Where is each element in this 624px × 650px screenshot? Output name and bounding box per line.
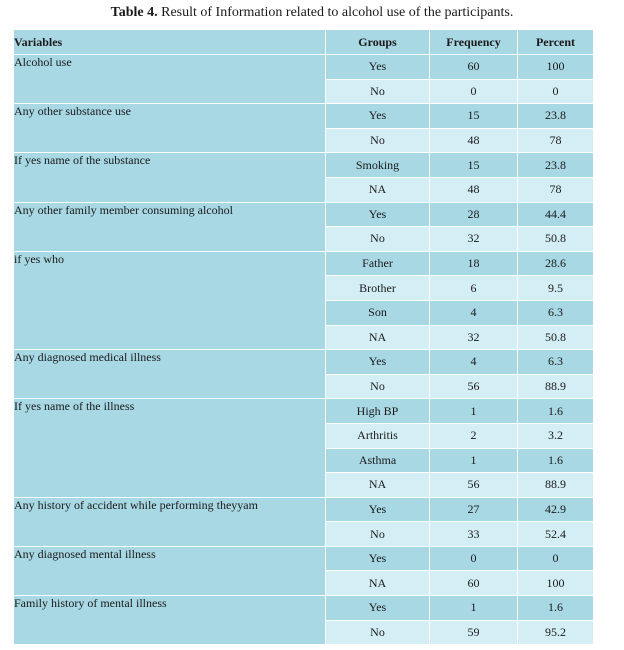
percent-cell: 78 [518, 128, 594, 153]
frequency-cell: 48 [430, 128, 518, 153]
percent-cell: 50.8 [518, 227, 594, 252]
frequency-cell: 1 [430, 596, 518, 621]
percent-cell: 0 [518, 79, 594, 104]
percent-cell: 23.8 [518, 104, 594, 129]
percent-cell: 3.2 [518, 423, 594, 448]
table-row [14, 399, 594, 424]
group-cell: No [326, 522, 430, 547]
group-cell: Yes [326, 497, 430, 522]
group-cell: Yes [326, 546, 430, 571]
frequency-cell: 60 [430, 571, 518, 596]
variable-cell: Alcohol use [14, 55, 326, 104]
group-cell: No [326, 79, 430, 104]
variable-cell: Any other family member consuming alcohol [14, 202, 326, 251]
group-cell: Asthma [326, 448, 430, 473]
percent-cell: 44.4 [518, 202, 594, 227]
percent-cell: 42.9 [518, 497, 594, 522]
percent-cell: 1.6 [518, 399, 594, 424]
group-cell: Father [326, 251, 430, 276]
variable-cell: If yes name of the illness [14, 399, 326, 497]
group-cell: Arthritis [326, 423, 430, 448]
frequency-cell: 28 [430, 202, 518, 227]
header-percent: Percent [518, 30, 594, 55]
frequency-cell: 15 [430, 153, 518, 178]
frequency-cell: 59 [430, 620, 518, 645]
table-row [14, 596, 594, 621]
table-caption-label: Table 4. [110, 5, 158, 20]
group-cell: High BP [326, 399, 430, 424]
frequency-cell: 60 [430, 55, 518, 80]
variable-cell: Family history of mental illness [14, 596, 326, 645]
variable-cell: Any diagnosed mental illness [14, 546, 326, 595]
percent-cell: 28.6 [518, 251, 594, 276]
header-row [14, 30, 594, 55]
group-cell: Yes [326, 202, 430, 227]
group-cell: Yes [326, 55, 430, 80]
frequency-cell: 48 [430, 177, 518, 202]
group-cell: Son [326, 300, 430, 325]
variable-cell: Any other substance use [14, 104, 326, 153]
frequency-cell: 0 [430, 79, 518, 104]
percent-cell: 1.6 [518, 596, 594, 621]
group-cell: No [326, 620, 430, 645]
group-cell: No [326, 128, 430, 153]
group-cell: NA [326, 177, 430, 202]
group-cell: No [326, 374, 430, 399]
percent-cell: 6.3 [518, 300, 594, 325]
percent-cell: 52.4 [518, 522, 594, 547]
percent-cell: 50.8 [518, 325, 594, 350]
group-cell: Brother [326, 276, 430, 301]
table-row [14, 153, 594, 178]
frequency-cell: 4 [430, 350, 518, 375]
frequency-cell: 32 [430, 325, 518, 350]
variable-cell: If yes name of the substance [14, 153, 326, 202]
percent-cell: 78 [518, 177, 594, 202]
table-row [14, 104, 594, 129]
percent-cell: 95.2 [518, 620, 594, 645]
frequency-cell: 15 [430, 104, 518, 129]
frequency-cell: 56 [430, 473, 518, 498]
percent-cell: 0 [518, 546, 594, 571]
header-variables: Variables [14, 30, 326, 55]
frequency-cell: 32 [430, 227, 518, 252]
percent-cell: 1.6 [518, 448, 594, 473]
variable-cell: Any diagnosed medical illness [14, 350, 326, 399]
data-table [13, 29, 594, 645]
header-frequency: Frequency [430, 30, 518, 55]
percent-cell: 9.5 [518, 276, 594, 301]
frequency-cell: 27 [430, 497, 518, 522]
group-cell: Yes [326, 350, 430, 375]
variable-cell: Any history of accident while performing theyyam [14, 497, 326, 546]
variable-cell: if yes who [14, 251, 326, 349]
table-body [14, 55, 594, 645]
frequency-cell: 1 [430, 399, 518, 424]
table-caption [0, 4, 624, 22]
frequency-cell: 18 [430, 251, 518, 276]
percent-cell: 88.9 [518, 473, 594, 498]
percent-cell: 100 [518, 571, 594, 596]
table-caption-text: Result of Information related to alcohol use of the participants. [157, 5, 514, 20]
frequency-cell: 33 [430, 522, 518, 547]
table-row [14, 251, 594, 276]
frequency-cell: 6 [430, 276, 518, 301]
percent-cell: 23.8 [518, 153, 594, 178]
table-row [14, 55, 594, 80]
header-groups: Groups [326, 30, 430, 55]
group-cell: NA [326, 473, 430, 498]
percent-cell: 88.9 [518, 374, 594, 399]
table-row [14, 546, 594, 571]
group-cell: Yes [326, 104, 430, 129]
frequency-cell: 56 [430, 374, 518, 399]
group-cell: Smoking [326, 153, 430, 178]
group-cell: NA [326, 325, 430, 350]
table-row [14, 497, 594, 522]
percent-cell: 6.3 [518, 350, 594, 375]
group-cell: Yes [326, 596, 430, 621]
frequency-cell: 4 [430, 300, 518, 325]
frequency-cell: 0 [430, 546, 518, 571]
table-row [14, 202, 594, 227]
percent-cell: 100 [518, 55, 594, 80]
group-cell: NA [326, 571, 430, 596]
frequency-cell: 1 [430, 448, 518, 473]
table-row [14, 350, 594, 375]
group-cell: No [326, 227, 430, 252]
frequency-cell: 2 [430, 423, 518, 448]
